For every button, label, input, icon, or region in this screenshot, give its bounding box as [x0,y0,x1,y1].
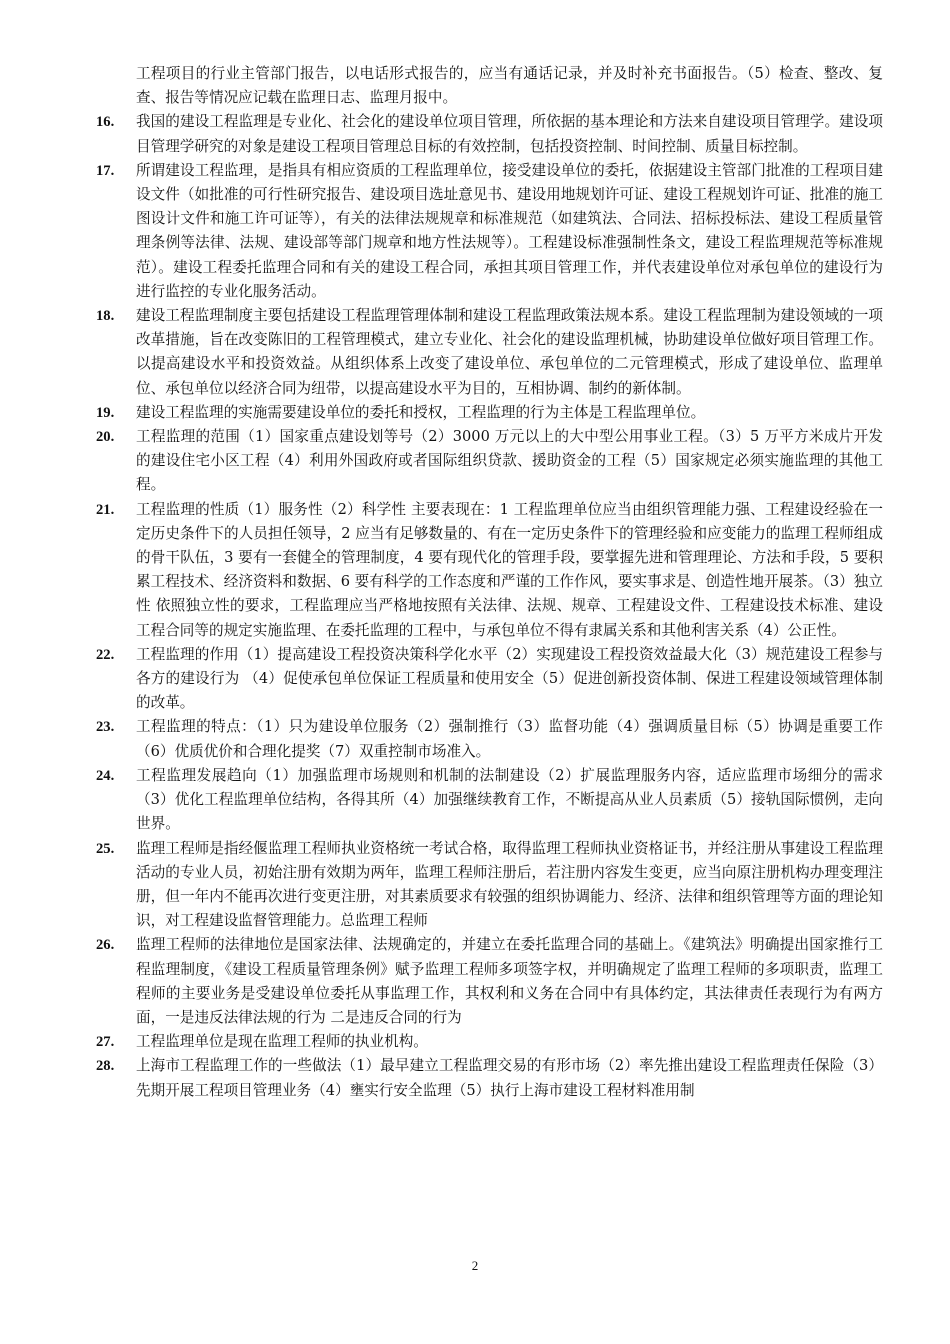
numbered-item [96,110,883,158]
item-number: 27. [96,1034,115,1051]
item-text: 工程监理的作用（1）提高建设工程投资决策科学化水平（2）实现建设工程投资效益最大化（3）规范建设工程参与各方的建设行为 （4）促使承包单位保证工程质量和使用安全（5）促进创新投资体制、保进工程建设领域管理体制的改革。 [136,645,883,712]
continuation-paragraph [96,62,883,110]
item-number: 28. [96,1058,115,1075]
item-number: 20. [96,429,115,446]
item-text: 上海市工程监理工作的一些做法（1）最早建立工程监理交易的有形市场（2）率先推出建设工程监理责任保险（3）先期开展工程项目管理业务（4）壅实行安全监理（5）执行上海市建设工程材料准用制 [136,1057,883,1099]
item-number: 24. [96,767,115,784]
item-number: 17. [96,162,115,179]
item-number: 18. [96,308,115,325]
item-number: 23. [96,719,115,736]
item-text: 工程监理发展趋向（1）加强监理市场规则和机制的法制建设（2）扩展监理服务内容，适应监理市场细分的需求（3）优化工程监理单位结构，各得其所（4）加强继续教育工作，不断提高从业人员素质（5）接轨国际惯例，走向世界。 [136,766,883,833]
numbered-item [96,715,883,763]
numbered-item [96,498,883,643]
item-number: 26. [96,937,115,954]
numbered-item [96,1054,883,1102]
item-number: 19. [96,404,115,421]
item-text: 建设工程监理制度主要包括建设工程监理管理体制和建设工程监理政策法规本系。建设工程监理制为建设领域的一项改革措施，旨在改变陈旧的工程管理模式，建立专业化、社会化的建设监理机械，协助建设单位做好项目管理工作。以提高建设水平和投资效益。从组织体系上改变了建设单位、承包单位的二元管理模式，形成了建设单位、监理单位、承包单位以经济合同为纽带，以提高建设水平为目的，互相协调、制约的新体制。 [136,307,883,397]
numbered-item [96,304,883,401]
paragraph-text: 工程项目的行业主管部门报告，以电话形式报告的，应当有通话记录，并及时补充书面报告。（5）检查、整改、复查、报告等情况应记载在监理日志、监理月报中。 [136,65,883,107]
item-text: 我国的建设工程监理是专业化、社会化的建设单位项目管理，所依据的基本理论和方法来自建设项目管理学。建设项目管理学研究的对象是建设工程项目管理总目标的有效控制，包括投资控制、时间控制、质量目标控制。 [136,113,883,155]
item-text: 监理工程师是指经偃监理工程师执业资格统一考试合格，取得监理工程师执业资格证书，并经注册从事建设工程监理活动的专业人员，初始注册有效期为两年，监理工程师注册后，若注册内容发生变更，应当向原注册机构办理变理注册，但一年内不能再次进行变更注册，对其素质要求有较强的组织协调能力、经济、法律和组织管理等方面的理论知识，对工程建设监督管理能力。总监理工程师 [136,839,883,930]
numbered-item [96,933,883,1030]
item-text: 工程监理单位是现在监理工程师的执业机构。 [136,1033,428,1051]
item-text: 工程监理的特点：（1）只为建设单位服务（2）强制推行（3）监督功能（4）强调质量目标（5）协调是重要工作（6）优质优价和合理化提奖（7）双重控制市场准入。 [136,718,883,760]
numbered-item [96,1030,883,1054]
item-text: 工程监理的范围（1）国家重点建设划等号（2）3000 万元以上的大中型公用事业工程。（3）5 万平方米成片开发的建设住宅小区工程（4）利用外国政府或者国际组织贷款、援助资金的工程（5）国家规定必须实施监理的其他工程。 [136,428,883,494]
page-number: 2 [471,1258,479,1273]
item-text: 所谓建设工程监理，是指具有相应资质的工程监理单位，接受建设单位的委托，依据建设主管部门批准的工程项目建设文件（如批准的可行性研究报告、建设项目选址意见书、建设用地规划许可证、建设工程规划许可证、批准的施工图设计文件和施工许可证等），有关的法律法规规章和标准规范（如建筑法、合同法、招标投标法、建设工程质量管理条例等法律、法规、建设部等部门规章和地方性法规等）。工程建设标准强制性条文，建设工程监理规范等标准规范）。建设工程委托监理合同和有关的建设工程合同，承担其项目管理工作，并代表建设单位对承包单位的建设行为进行监控的专业化服务活动。 [136,161,883,300]
numbered-item [96,764,883,837]
item-text: 监理工程师的法律地位是国家法律、法规确定的，并建立在委托监理合同的基础上。《建筑法》明确提出国家推行工程监理制度，《建设工程质量管理条例》赋予监理工程师多项签字权，并明确规定了监理工程师的多项职责，监理工程师的主要业务是受建设单位委托从事监理工作，其权利和义务在合同中有具体约定，其法律责任表现行为有两方面，一是违反法律法规的行为 二是违反合同的行为 [136,936,883,1026]
document-body [96,62,883,1103]
item-text: 建设工程监理的实施需要建设单位的委托和授权，工程监理的行为主体是工程监理单位。 [136,403,706,421]
numbered-item [96,643,883,716]
item-number: 16. [96,114,115,131]
item-number: 21. [96,501,115,518]
item-number: 25. [96,840,115,857]
numbered-item [96,401,883,425]
numbered-item [96,159,883,304]
item-number: 22. [96,646,115,663]
numbered-item [96,425,883,498]
item-text: 工程监理的性质（1）服务性（2）科学性 主要表现在：1 工程监理单位应当由组织管理能力强、工程建设经验在一定历史条件下的人员担任领导，2 应当有足够数量的、有在一定历史条件下的管理经验和应变能力的监理工程师组成的骨干队伍，3 要有一套健全的管理制度，4 要有现代化的管理手段，要掌握先进和管理理论、方法和手段，5 要积累工程技术、经济资料和数据、6 要有科学的工作态度和严谨的工作作风，要实事求是、创造性地开展茶。（3）独立性 依照独立性的要求，工程监理应当严格地按照有关法律、法规、规章、工程建设文件、工程建设技术标准、建设工程合同等的规定实施监理、在委托监理的工程中，与承包单位不得有隶属关系和其他利害关系（4）公正性。 [136,500,883,639]
numbered-item [96,837,883,934]
